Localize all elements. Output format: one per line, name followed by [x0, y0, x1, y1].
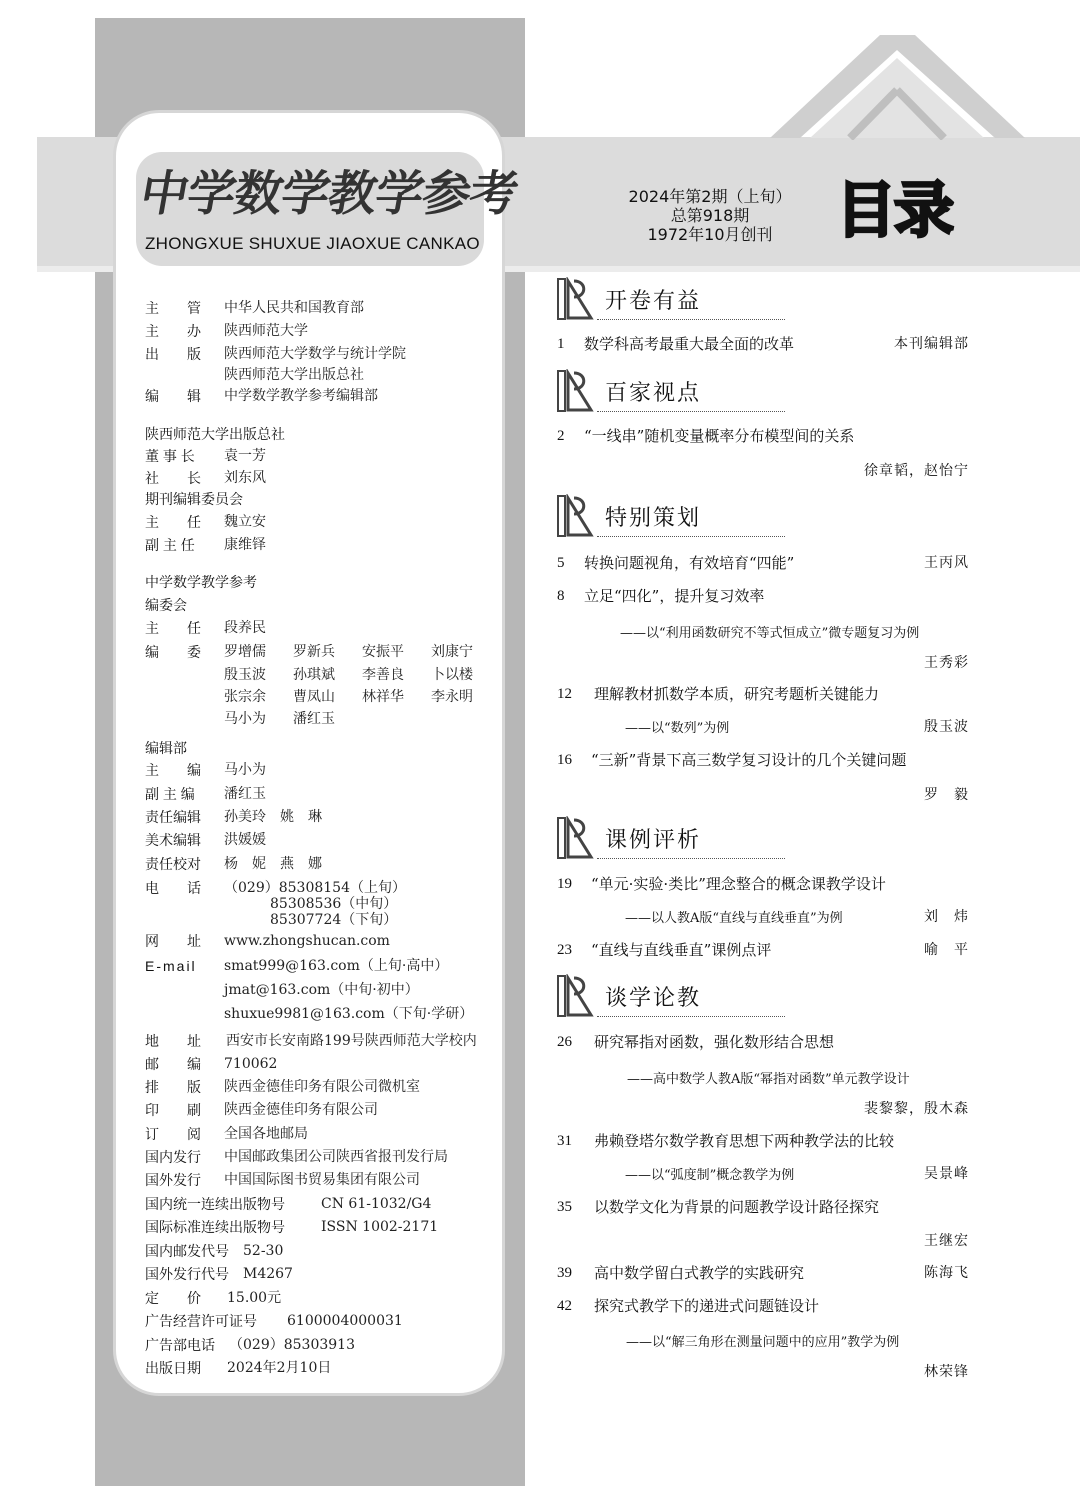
article-title: 以数学文化为背景的问题教学设计路径探究	[594, 1198, 880, 1216]
page-number: 12	[557, 686, 572, 702]
masthead-title-cn: 中学数学教学参考	[135, 166, 522, 222]
article-title: 弗赖登塔尔数学教育思想下两种教学法的比较	[594, 1132, 895, 1150]
article-author: 刘 炜	[924, 909, 969, 925]
page-number: 23	[557, 942, 572, 958]
article-title: “直线与直线垂直”课例点评	[591, 941, 772, 959]
article-author: 王丙风	[924, 555, 969, 571]
page-number: 19	[557, 876, 572, 892]
article-author: 徐章韬，赵怡宁	[864, 463, 969, 479]
toc-title-box	[836, 176, 968, 246]
section-keli	[557, 816, 787, 864]
info-press-head: 陕西师范大学出版总社	[145, 426, 285, 442]
section-underline	[597, 858, 785, 859]
article-author: 本刊编辑部	[894, 336, 969, 352]
ruler-set-square-icon	[557, 974, 597, 1018]
article-author: 王继宏	[924, 1233, 969, 1249]
page-number: 35	[557, 1199, 572, 1215]
article-title: 数学科高考最重大最全面的改革	[584, 335, 795, 353]
page-number: 42	[557, 1298, 572, 1314]
article-subtitle: ——以“弧度制”概念教学为例	[625, 1168, 795, 1183]
info-board: 编委会	[145, 597, 187, 613]
page-number: 31	[557, 1133, 572, 1149]
ruler-set-square-icon	[557, 816, 597, 860]
article-title: 高中数学留白式教学的实践研究	[594, 1264, 805, 1282]
section-tebie	[557, 494, 787, 542]
section-kaijuan	[557, 277, 787, 325]
ruler-set-square-icon	[557, 277, 597, 321]
page-number: 1	[557, 336, 565, 352]
page-number: 26	[557, 1034, 572, 1050]
article-author: 罗 毅	[924, 787, 969, 803]
article-author: 喻 平	[924, 942, 969, 958]
article-subtitle: ——以“数列”为例	[625, 721, 730, 736]
article-title: 立足“四化”，提升复习效率	[584, 587, 765, 605]
issue-line-2: 总第918期	[670, 206, 750, 225]
info-editorial-dept: 编辑部	[145, 740, 187, 756]
article-title: 探究式教学下的递进式问题链设计	[594, 1297, 820, 1315]
page-number: 39	[557, 1265, 572, 1281]
section-underline	[597, 319, 785, 320]
page-number: 8	[557, 588, 565, 604]
article-author: 裴黎黎，殷木森	[864, 1101, 969, 1117]
article-author: 林荣锋	[924, 1364, 969, 1380]
issue-info	[610, 187, 810, 244]
page-number: 2	[557, 428, 565, 444]
roof-truss-graphic	[770, 30, 1050, 140]
article-title: 转换问题视角，有效培育“四能”	[584, 554, 795, 572]
masthead-title-en: ZHONGXUE SHUXUE JIAOXUE CANKAO	[145, 234, 480, 253]
article-subtitle: ——以人教A版“直线与直线垂直”为例	[625, 911, 843, 926]
info-journal-committee: 期刊编辑委员会	[145, 491, 243, 507]
section-tanxue	[557, 974, 787, 1022]
article-author: 殷玉波	[924, 719, 969, 735]
section-title: 开卷有益	[605, 289, 702, 314]
issue-line-3: 1972年10月创刊	[647, 225, 773, 244]
ruler-set-square-icon	[557, 494, 597, 538]
page-number: 5	[557, 555, 565, 571]
article-author: 陈海飞	[924, 1265, 969, 1281]
page-number: 16	[557, 752, 572, 768]
article-subtitle: ——以“解三角形在测量问题中的应用”教学为例	[626, 1335, 900, 1350]
article-title: 理解教材抓数学本质，研究考题析关键能力	[594, 685, 880, 703]
article-title: “三新”背景下高三数学复习设计的几个关键问题	[591, 751, 907, 769]
article-author: 王秀彩	[924, 655, 969, 671]
article-title: 研究幂指对函数，强化数形结合思想	[594, 1033, 835, 1051]
article-title: “一线串”随机变量概率分布模型间的关系	[584, 427, 855, 445]
article-author: 吴景峰	[924, 1166, 969, 1182]
info-journal-name: 中学数学教学参考	[145, 574, 257, 590]
toc-title: 目录	[836, 176, 952, 246]
article-title: “单元·实验·类比”理念整合的概念课教学设计	[591, 875, 886, 893]
section-baijia	[557, 369, 787, 417]
ruler-set-square-icon	[557, 369, 597, 413]
issue-line-1: 2024年第2期（上旬）	[628, 187, 792, 206]
section-title: 百家视点	[605, 381, 702, 406]
section-title: 特别策划	[605, 506, 702, 531]
section-title: 谈学论教	[605, 986, 702, 1011]
article-subtitle: ——以“利用函数研究不等式恒成立”微专题复习为例	[620, 626, 920, 641]
section-underline	[597, 1016, 785, 1017]
section-underline	[597, 536, 785, 537]
article-subtitle: ——高中数学人教A版“幂指对函数”单元教学设计	[627, 1072, 910, 1087]
section-title: 课例评析	[605, 828, 702, 853]
section-underline	[597, 411, 785, 412]
